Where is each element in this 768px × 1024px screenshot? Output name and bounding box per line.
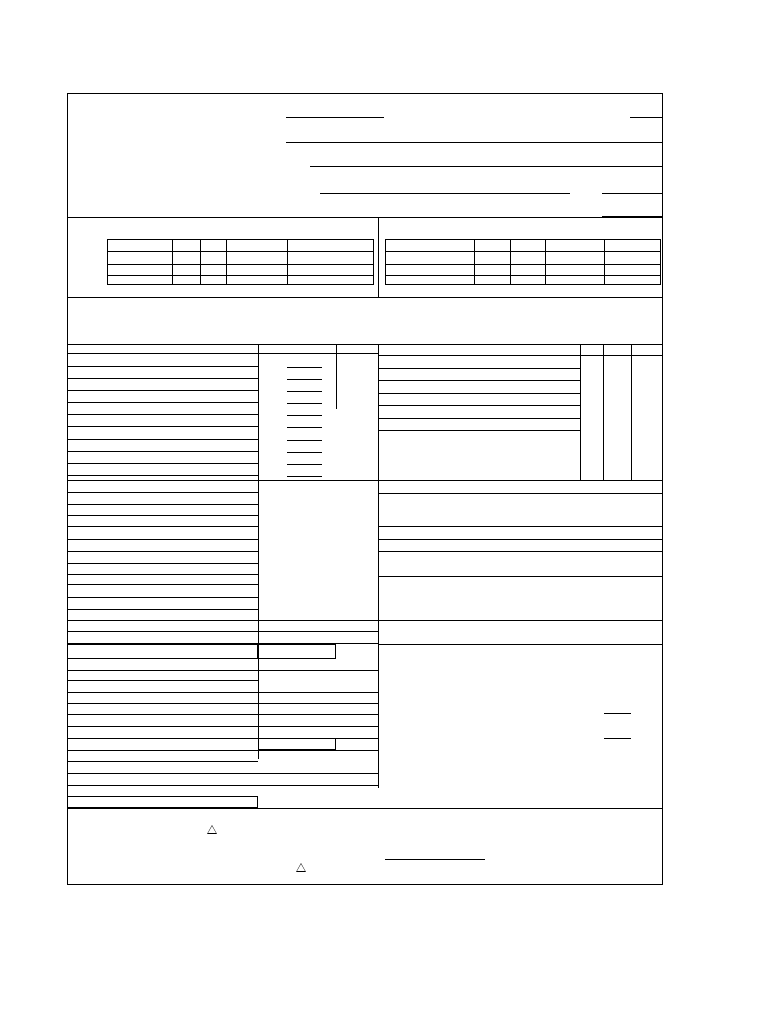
btu-col (580, 344, 581, 480)
btu-underline (287, 379, 322, 380)
table-col-line (200, 239, 201, 285)
date-field (602, 193, 662, 194)
table-row-line (67, 451, 258, 452)
btu-col (603, 344, 604, 480)
table-row-line (67, 378, 258, 379)
btu-col (631, 344, 632, 480)
table-row-line (107, 264, 374, 265)
table-row-line (67, 539, 258, 540)
table-col-line (474, 239, 475, 285)
section-divider (67, 217, 663, 218)
table-row-line (378, 430, 580, 431)
table-row-line (67, 609, 258, 610)
btu-underline (287, 476, 322, 477)
table-row-line (67, 515, 258, 516)
table-row-line (385, 264, 661, 265)
table-row-line (67, 597, 258, 598)
btu-col-left (258, 344, 259, 759)
table-row-line (67, 703, 378, 704)
fraction-bar (385, 859, 485, 860)
heating-conditions-table (385, 239, 661, 285)
center-divider (378, 344, 379, 788)
table-row-line (67, 620, 378, 621)
table-row-line (67, 463, 258, 464)
btu-underline (287, 440, 322, 441)
table-row-line (378, 551, 663, 552)
name-field (286, 142, 662, 143)
section-divider (67, 344, 663, 345)
rsh-box (67, 644, 258, 659)
btu-underline (287, 415, 322, 416)
table-row-line (67, 785, 378, 786)
table-row-line (67, 680, 258, 681)
estimated-by-field (320, 193, 570, 194)
table-row-line (378, 493, 663, 494)
table-row-line (378, 576, 663, 577)
table-row-line (67, 692, 378, 693)
table-row-line (67, 750, 378, 751)
table-col-line (604, 239, 605, 285)
table-col-line (172, 239, 173, 285)
section-divider (67, 670, 378, 671)
table-row-line (385, 251, 661, 252)
table-row-line (67, 439, 258, 440)
table-row-line (67, 366, 258, 367)
room-no-field (630, 117, 662, 118)
table-row-line (67, 353, 378, 354)
table-row-line (378, 539, 663, 540)
table-col-line (287, 239, 288, 285)
rsh-value-box (258, 644, 336, 659)
table-row-line (378, 418, 580, 419)
table-row-line (67, 414, 258, 415)
section-divider (67, 808, 663, 809)
table-row-line (67, 402, 258, 403)
btu-underline (287, 391, 322, 392)
table-row-line (107, 251, 374, 252)
project-no-field (286, 117, 384, 118)
table-row-line (67, 761, 258, 762)
table-row-line (378, 620, 663, 621)
btu-underline (287, 403, 322, 404)
form-border (67, 93, 663, 885)
table-row-line (378, 526, 663, 527)
section-divider (67, 480, 378, 481)
table-row-line (378, 480, 663, 481)
table-row-line (67, 426, 258, 427)
room-size-field (310, 166, 662, 167)
cooling-conditions-table (107, 239, 374, 285)
table-row-line (67, 726, 378, 727)
table-row-line (67, 584, 258, 585)
table-row-line (378, 368, 580, 369)
tons-box (67, 796, 258, 808)
delta-icon (207, 825, 217, 834)
percent-underline (604, 738, 631, 739)
table-col-line (545, 239, 546, 285)
btu-underline (287, 464, 322, 465)
table-row-line (378, 393, 580, 394)
table-col-line (510, 239, 511, 285)
table-row-line (385, 275, 661, 276)
btu-underline (287, 452, 322, 453)
table-row-line (67, 631, 378, 632)
table-row-line (67, 574, 258, 575)
table-row-line (67, 714, 378, 715)
table-row-line (107, 275, 374, 276)
table-row-line (378, 405, 580, 406)
table-row-line (67, 773, 378, 774)
center-divider (378, 217, 379, 297)
table-row-line (67, 526, 258, 527)
btu-underline (287, 427, 322, 428)
rth-value-box (258, 738, 336, 750)
btu-underline (287, 367, 322, 368)
table-row-line (67, 475, 258, 476)
table-row-line (67, 551, 258, 552)
table-row-line (67, 492, 258, 493)
delta-icon (296, 863, 306, 872)
percent-underline (604, 713, 631, 714)
table-row-line (67, 390, 258, 391)
table-row-line (67, 563, 258, 564)
table-row-line (378, 644, 663, 645)
section-divider (67, 297, 663, 298)
table-row-line (378, 355, 663, 356)
table-row-line (378, 380, 580, 381)
table-col-line (226, 239, 227, 285)
table-row-line (67, 504, 258, 505)
